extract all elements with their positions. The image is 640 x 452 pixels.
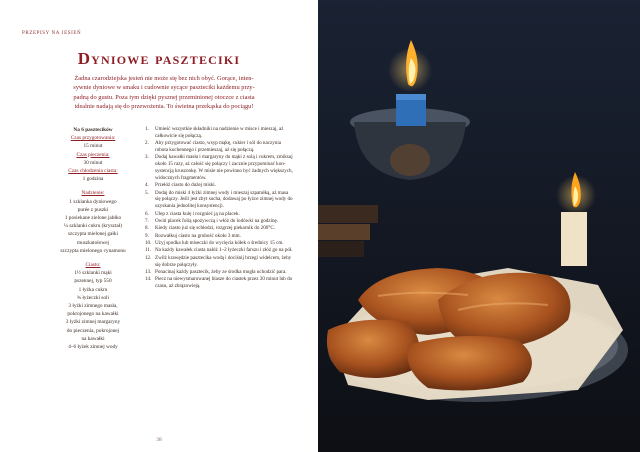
filling-item: 1 posiekane zielone jabłko	[64, 215, 122, 222]
step-number: 3.	[145, 154, 149, 161]
dough-item: pszennej, typ 550	[74, 278, 112, 285]
step-item	[145, 154, 295, 181]
step-text: Zwilż krawędzie pasztecika wodą i dociśnij brzegi widelcem, żeby się dobrze połączyły.	[155, 254, 292, 268]
step-text: Użyj spodka lub miseczki do wycięcia kółek o średnicy 15 cm.	[155, 240, 284, 247]
page-number: 38	[156, 437, 162, 443]
step-text: Ulep z ciasta kulę i rozgnieć ją na placek.	[155, 210, 240, 217]
step-item	[145, 255, 295, 269]
chill-time-value: 1 godzina	[82, 176, 104, 183]
step-text: Dodaj kawałki masła i margaryny do mąki z solą i cukrem, zmiksuj około 15 razy, aż całość się połączy i zacznie przypominać konsystencją kruszonkę. W misie nie powinno być żadnych większych, widocznych fragmentów.	[155, 154, 293, 181]
dough-item: na kawałki	[81, 335, 105, 342]
step-number: 13.	[145, 269, 152, 276]
filling-item: muszkatołowej	[76, 239, 110, 246]
step-text: Przełóż ciasto do dużej miski.	[155, 182, 216, 189]
filling-item: szczypta mielonego cynamonu	[60, 247, 126, 254]
step-text: Dodaj do miski 4 łyżki zimnej wody i mieszaj szpatułką, aż masa się połączy. Jeśli jest zbyt sucha, dodawaj po łyżce zimnej wody do uzyskania jednolitej konsystencji.	[155, 189, 293, 210]
filling-item: purée z puszki	[77, 206, 109, 213]
step-number: 8.	[145, 225, 149, 232]
filling-item: 1 szklanka dyniowego	[69, 198, 117, 205]
step-item	[145, 211, 295, 218]
step-item	[145, 182, 295, 189]
step-number: 14.	[145, 276, 152, 283]
prep-time-value: 15 minut	[83, 143, 103, 150]
step-number: 11.	[145, 247, 152, 254]
dough-item: do pieczenia, pokrojonej	[66, 327, 120, 334]
intro-line: sywnie dyniowe w smaku i cudownie sycące paszteciki każdemu przy-	[73, 84, 255, 92]
step-number: 1.	[145, 126, 149, 132]
dough-item: 1 łyżka cukru	[78, 286, 108, 293]
step-number: 4.	[145, 182, 149, 189]
step-item	[145, 240, 295, 247]
step-text: Aby przygotować ciasto, wsyp mąkę, cukier i sól do naczynia robota kuchennego i przemieszaj, aż się połączą.	[155, 140, 282, 153]
prep-time-label: Czas przygotowania:	[70, 135, 116, 142]
photo-page	[318, 0, 640, 452]
filling-item: ¼ szklanki cukru (kryształ)	[64, 223, 122, 230]
step-text: Owiń placek folią spożywczą i włóż do lodówki na godzinę.	[155, 217, 279, 224]
step-number: 2.	[145, 140, 149, 147]
bake-time-value: 30 minut	[83, 159, 103, 166]
chill-time-label: Czas chłodzenia ciasta:	[68, 168, 118, 175]
yield: Na 6 pasztecików	[73, 127, 113, 133]
step-text: Na każdy kawałek ciasta nałóż 1–2 łyżeczki farszu i złóż go na pół.	[155, 247, 293, 254]
dough-item: pokrojonego na kawałki	[67, 311, 119, 318]
intro-line: idealnie nadają się do przewożenia. To świetna przekąska do pociągu!	[74, 103, 254, 111]
steps-column	[145, 126, 295, 291]
step-item	[145, 225, 295, 232]
dough-item: 1½ szklanki mąki	[74, 270, 112, 277]
step-number: 12.	[145, 254, 152, 261]
dough-item: 3 łyżki zimnej margaryny	[65, 319, 121, 326]
bake-time-label: Czas pieczenia:	[76, 151, 110, 158]
running-head: PRZEPISY NA JESIEŃ	[22, 31, 82, 36]
step-text: Umieść wszystkie składniki na nadzienie w misce i mieszaj, aż całkowicie się połączą.	[155, 126, 284, 139]
step-item	[145, 218, 295, 225]
step-text: Kiedy ciasto już się schłodzi, rozgrzej piekarnik do 200°C.	[155, 225, 276, 232]
step-number: 7.	[145, 217, 149, 224]
step-item	[145, 269, 295, 276]
step-item	[145, 276, 295, 290]
left-page	[0, 0, 318, 452]
step-item	[145, 190, 295, 210]
step-text: Rozwałkuj ciasto na grubość około 3 mm.	[155, 232, 241, 239]
step-number: 9.	[145, 232, 149, 239]
food-photo	[318, 0, 640, 452]
filling-item: szczypta mielonej gałki	[67, 231, 118, 238]
step-item	[145, 233, 295, 240]
step-item	[145, 140, 295, 154]
step-text: Piecz na niewysmarowanej blasze do ciastek przez 30 minut lub do czasu, aż zbrązowieją.	[155, 276, 293, 290]
dough-item: ¾ łyżeczki soli	[77, 294, 109, 301]
step-item	[145, 247, 295, 254]
step-item	[145, 126, 295, 140]
step-number: 10.	[145, 240, 152, 247]
dough-item: 3 łyżki zimnego masła,	[68, 303, 118, 310]
step-text: Ponacinaj każdy pasztecik, żeby ze środka mogła uchodzić para.	[155, 269, 287, 276]
dough-label: Ciasto:	[85, 262, 101, 269]
step-number: 5.	[145, 189, 149, 196]
intro-line: padną do gustu. Poza tym dzięki pysznej przeminionej otoczce z ciasta	[73, 93, 255, 101]
recipe-intro	[70, 74, 258, 112]
dough-item: 4–6 łyżek zimnej wody	[68, 344, 118, 351]
ingredients-column	[52, 126, 134, 351]
steps-list	[145, 126, 295, 290]
intro-line: Żadna czarodziejska jesień nie może się bez nich obyć. Gorące, inten-	[74, 75, 254, 82]
filling-label: Nadzienie:	[81, 190, 105, 197]
step-number: 6.	[145, 210, 149, 217]
recipe-title: Dyniowe paszteciki	[77, 49, 241, 68]
